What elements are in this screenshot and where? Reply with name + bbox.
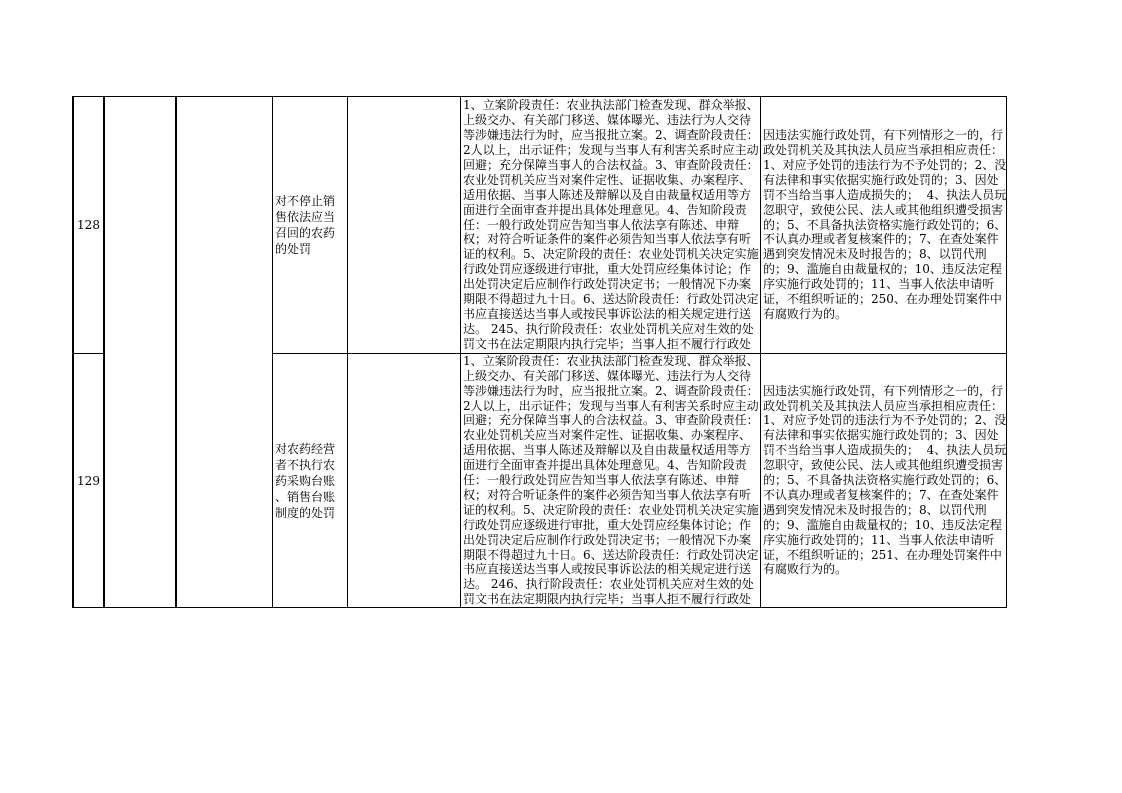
responsibility-line: 1、立案阶段责任：农业执法部门检查发现、群众举报、 bbox=[463, 354, 759, 368]
accountability-line: 不认真办理或者复核案件的；7、在查处案件 bbox=[763, 487, 999, 502]
responsibility-line: 等涉嫌违法行为时，应当报批立案。2、调查阶段责任： bbox=[463, 383, 759, 398]
responsibility-line: 上级交办、有关部门移送、媒体曝光、违法行为人交待 bbox=[463, 113, 752, 128]
accountability-line: 因违法实施行政处罚，有下列情形之一的，行 bbox=[763, 128, 1004, 143]
table-border-line bbox=[72, 96, 1007, 97]
accountability-line: 遇到突发情况未及时报告的；8、以罚代刑 bbox=[763, 247, 987, 262]
responsibility-line: 行政处罚应逐级进行审批，重大处罚应经集体讨论；作 bbox=[463, 262, 752, 277]
responsibility-line: 达。 246、执行阶段责任：农业处罚机关应对生效的处 bbox=[463, 577, 754, 592]
responsibility-line: 期限不得超过九十日。6、送达阶段责任：行政处罚决定 bbox=[463, 292, 759, 307]
table-border-line bbox=[272, 96, 273, 608]
accountability-line: 有法律和事实依据实施行政处罚的；3、因处 bbox=[763, 428, 999, 443]
responsibility-line: 1、立案阶段责任：农业执法部门检查发现、群众举报、 bbox=[463, 98, 759, 113]
responsibility-cell bbox=[461, 354, 760, 607]
table-border-line bbox=[72, 96, 74, 608]
accountability-line: 的；9、滥施自由裁量权的；10、违反法定程 bbox=[763, 262, 1002, 277]
table-border-line bbox=[103, 96, 105, 608]
table-border-line bbox=[175, 96, 177, 608]
responsibility-line: 回避；充分保障当事人的合法权益。3、审查阶段责任： bbox=[463, 413, 759, 428]
accountability-line: 罚不当给当事人造成损失的； 4、执法人员玩 bbox=[763, 443, 1007, 458]
accountability-line: 证，不组织听证的；251、在办理处罚案件中 bbox=[763, 547, 1002, 562]
item-name-line: 制度的处罚 bbox=[275, 505, 336, 520]
responsibility-line: 面进行全面审查并提出具体处理意见。4、告知阶段责 bbox=[463, 202, 747, 217]
responsibility-line: 证的权利。5、决定阶段的责任：农业处罚机关决定实施 bbox=[463, 502, 759, 517]
accountability-line: 有腐败行为的。 bbox=[763, 306, 848, 321]
responsibility-line: 2人以上，出示证件；发现与当事人有利害关系时应主动 bbox=[463, 143, 759, 158]
item-name-line: 对不停止销 bbox=[275, 194, 336, 208]
responsibility-line: 出处罚决定后应制作行政处罚决定书；一般情况下办案 bbox=[463, 277, 752, 292]
responsibility-line: 上级交办、有关部门移送、媒体曝光、违法行为人交待 bbox=[463, 368, 752, 383]
empty-cell bbox=[348, 354, 460, 607]
accountability-cell bbox=[761, 97, 1006, 353]
accountability-line: 遇到突发情况未及时报告的；8、以罚代刑 bbox=[763, 502, 987, 517]
row-number-cell bbox=[74, 97, 103, 353]
table-border-line bbox=[72, 607, 1007, 608]
accountability-line: 的；5、不具备执法资格实施行政处罚的；6、 bbox=[763, 473, 1007, 488]
responsibility-line: 罚文书在法定期限内执行完毕；当事人拒不履行行政处 bbox=[463, 336, 752, 351]
responsibility-line: 任：一般行政处罚应告知当事人依法享有陈述、申辩 bbox=[463, 217, 740, 232]
row-number: 128 bbox=[77, 218, 100, 232]
responsibility-line: 权；对符合听证条件的案件必须告知当事人依法享有听 bbox=[463, 487, 752, 502]
responsibility-line: 书应直接送达当事人或按民事诉讼法的相关规定进行送 bbox=[463, 306, 752, 321]
responsibility-line: 权；对符合听证条件的案件必须告知当事人依法享有听 bbox=[463, 232, 752, 247]
table-border-line bbox=[72, 353, 104, 354]
responsibility-line: 证的权利。5、决定阶段的责任：农业处罚机关决定实施 bbox=[463, 247, 759, 262]
responsibility-line: 面进行全面审查并提出具体处理意见。4、告知阶段责 bbox=[463, 458, 747, 473]
responsibility-line: 2人以上，出示证件；发现与当事人有利害关系时应主动 bbox=[463, 398, 759, 413]
accountability-line: 有法律和事实依据实施行政处罚的；3、因处 bbox=[763, 172, 999, 187]
item-name-line: 召回的农药 bbox=[275, 226, 336, 240]
row-number: 129 bbox=[77, 473, 100, 488]
table-border-line bbox=[460, 96, 461, 608]
row-number-cell bbox=[74, 354, 103, 607]
item-name-line: 者不执行农 bbox=[275, 457, 336, 472]
responsibility-cell bbox=[461, 97, 760, 353]
table-row bbox=[0, 354, 1122, 607]
responsibility-line: 书应直接送达当事人或按民事诉讼法的相关规定进行送 bbox=[463, 562, 752, 577]
responsibility-line: 期限不得超过九十日。6、送达阶段责任：行政处罚决定 bbox=[463, 547, 759, 562]
item-name-line: 药采购台账 bbox=[275, 473, 336, 488]
table-border-line bbox=[760, 96, 761, 608]
accountability-line: 不认真办理或者复核案件的；7、在查处案件 bbox=[763, 232, 999, 247]
table-border-line bbox=[272, 353, 1007, 354]
responsibility-line: 出处罚决定后应制作行政处罚决定书；一般情况下办案 bbox=[463, 532, 752, 547]
responsibility-line: 行政处罚应逐级进行审批，重大处罚应经集体讨论；作 bbox=[463, 517, 752, 532]
accountability-line: 序实施行政处罚的；11、当事人依法申请听 bbox=[763, 277, 995, 292]
responsibility-line: 罚文书在法定期限内执行完毕；当事人拒不履行行政处 bbox=[463, 592, 752, 607]
accountability-line: 罚不当给当事人造成损失的； 4、执法人员玩 bbox=[763, 187, 1007, 202]
accountability-line: 忽职守，致使公民、法人或其他组织遭受损害 bbox=[763, 202, 1004, 217]
accountability-line: 有腐败行为的。 bbox=[763, 562, 848, 577]
accountability-line: 政处罚机关及其执法人员应当承担相应责任： bbox=[763, 143, 1004, 158]
accountability-line: 因违法实施行政处罚，有下列情形之一的，行 bbox=[763, 383, 1004, 398]
responsibility-line: 等涉嫌违法行为时，应当报批立案。2、调查阶段责任： bbox=[463, 128, 759, 143]
accountability-cell bbox=[761, 354, 1006, 607]
responsibility-line: 适用依据、当事人陈述及辩解以及自由裁量权适用等方 bbox=[463, 443, 752, 458]
item-name-cell bbox=[273, 354, 347, 607]
responsibility-line: 回避；充分保障当事人的合法权益。3、审查阶段责任： bbox=[463, 157, 759, 172]
item-name-line: 对农药经营 bbox=[275, 441, 336, 456]
responsibility-line: 任：一般行政处罚应告知当事人依法享有陈述、申辩 bbox=[463, 473, 740, 488]
accountability-line: 忽职守，致使公民、法人或其他组织遭受损害 bbox=[763, 458, 1004, 473]
item-name-line: 售依法应当 bbox=[275, 210, 336, 224]
table-border-line bbox=[1006, 96, 1007, 608]
accountability-line: 证，不组织听证的；250、在办理处罚案件中 bbox=[763, 292, 1002, 307]
empty-cell bbox=[348, 97, 460, 353]
table-border-line bbox=[347, 96, 348, 608]
item-name-line: 的处罚 bbox=[275, 242, 312, 256]
item-name-line: 、销售台账 bbox=[275, 489, 336, 504]
responsibility-line: 农业处罚机关应当对案件定性、证据收集、办案程序、 bbox=[463, 428, 752, 443]
accountability-line: 的；9、滥施自由裁量权的；10、违反法定程 bbox=[763, 517, 1002, 532]
accountability-line: 1、对应予处罚的违法行为不予处罚的；2、没 bbox=[763, 157, 1007, 172]
accountability-line: 序实施行政处罚的；11、当事人依法申请听 bbox=[763, 532, 995, 547]
responsibility-line: 达。 245、执行阶段责任：农业处罚机关应对生效的处 bbox=[463, 321, 754, 336]
item-name-cell bbox=[273, 97, 347, 353]
accountability-line: 的；5、不具备执法资格实施行政处罚的；6、 bbox=[763, 217, 1007, 232]
responsibility-line: 适用依据、当事人陈述及辩解以及自由裁量权适用等方 bbox=[463, 187, 752, 202]
table-row bbox=[0, 97, 1122, 353]
accountability-line: 政处罚机关及其执法人员应当承担相应责任： bbox=[763, 398, 1004, 413]
accountability-line: 1、对应予处罚的违法行为不予处罚的；2、没 bbox=[763, 413, 1007, 428]
responsibility-line: 农业处罚机关应当对案件定性、证据收集、办案程序、 bbox=[463, 172, 752, 187]
